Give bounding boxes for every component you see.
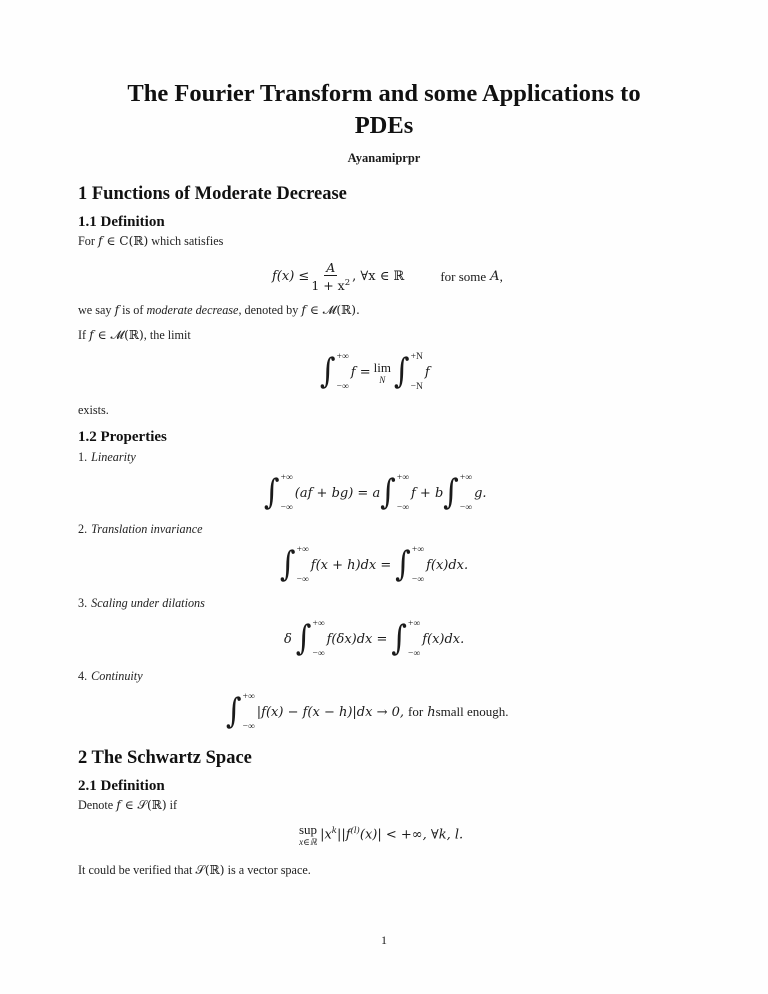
- integral-sign-icon: ∫ +∞ −∞: [443, 472, 473, 513]
- paragraph-limit-intro: If f ∈ 𝓜(ℝ), the limit: [78, 328, 191, 342]
- equation-moderate-decrease: f(x) ≤ $\frac{A}{1 + x^2}$ , ∀x ∈ ℝ for some A ,: [272, 260, 503, 294]
- paragraph-definition-intro: For f ∈ C(ℝ) which satisfies: [78, 234, 224, 248]
- document-title-line-1: The Fourier Transform and some Applications to: [127, 80, 641, 107]
- integral-sign-icon: ∫ +∞ −∞: [264, 472, 293, 513]
- integral-sign-icon: ∫ +∞ −∞: [391, 618, 421, 659]
- paragraph-moderate-decrease: we say f is of moderate decrease, denoted by f ∈ 𝓜(ℝ).: [78, 303, 360, 317]
- paragraph-exists: exists.: [78, 403, 109, 417]
- list-item-linearity: 1. Linearity: [78, 450, 136, 464]
- equation-schwartz: sup x∈ℝ $|x^k||f^{(l)}(x)|$ < +∞, ∀k, l.: [299, 822, 464, 847]
- section-2-heading: 2 The Schwartz Space: [78, 748, 252, 768]
- integral-sign-icon: ∫ +∞ −∞: [226, 691, 255, 732]
- fraction: $\frac{A}{1 + x^2}$: [311, 260, 351, 294]
- limit-operator: lim N: [373, 360, 391, 385]
- integral-sign-icon: ∫ +∞ −∞: [380, 472, 409, 513]
- page-number: 1: [381, 933, 387, 947]
- section-1-heading: 1 Functions of Moderate Decrease: [78, 184, 347, 204]
- list-item-continuity: 4. Continuity: [78, 669, 143, 683]
- integral-sign-icon: ∫ +∞ −∞: [295, 618, 325, 659]
- equation-scaling: δ ∫ +∞ −∞ f(δx)dx = ∫ +∞ −∞ f(x)dx.: [284, 618, 465, 659]
- author: Ayanamiprpr: [347, 151, 421, 165]
- integral-sign-icon: ∫ +N −N: [393, 351, 423, 392]
- list-item-translation-invariance: 2. Translation invariance: [78, 522, 203, 536]
- integral-sign-icon: ∫ +∞ −∞: [395, 544, 425, 585]
- integral-sign-icon: ∫ +∞ −∞: [320, 351, 349, 392]
- equation-translation-invariance: ∫ +∞ −∞ f(x + h)dx = ∫ +∞ −∞ f(x)dx.: [280, 544, 469, 585]
- subsection-2-1-heading: 2.1 Definition: [78, 778, 165, 794]
- paragraph-vector-space: It could be verified that 𝒮(ℝ) is a vector space.: [78, 863, 311, 877]
- emphasis-moderate-decrease: moderate decrease: [146, 303, 239, 317]
- subsection-1-1-heading: 1.1 Definition: [78, 214, 165, 230]
- equation-linearity: ∫ +∞ −∞ (af + bg) = a ∫ +∞ −∞ f + b ∫ +∞ −∞ g.: [264, 472, 487, 513]
- list-item-scaling: 3. Scaling under dilations: [78, 596, 205, 610]
- paragraph-schwartz-intro: Denote f ∈ 𝒮(ℝ) if: [78, 798, 178, 812]
- document-title-line-2: PDEs: [354, 112, 414, 139]
- equation-continuity: ∫ +∞ −∞ |f(x) − f(x − h)|dx → 0, for h small enough.: [226, 691, 509, 732]
- sup-operator: sup x∈ℝ: [299, 822, 318, 847]
- integral-sign-icon: ∫ +∞ −∞: [280, 544, 309, 585]
- subsection-1-2-heading: 1.2 Properties: [78, 429, 167, 445]
- equation-limit: ∫ +∞ −∞ f = lim N ∫ +N −N f: [320, 351, 430, 392]
